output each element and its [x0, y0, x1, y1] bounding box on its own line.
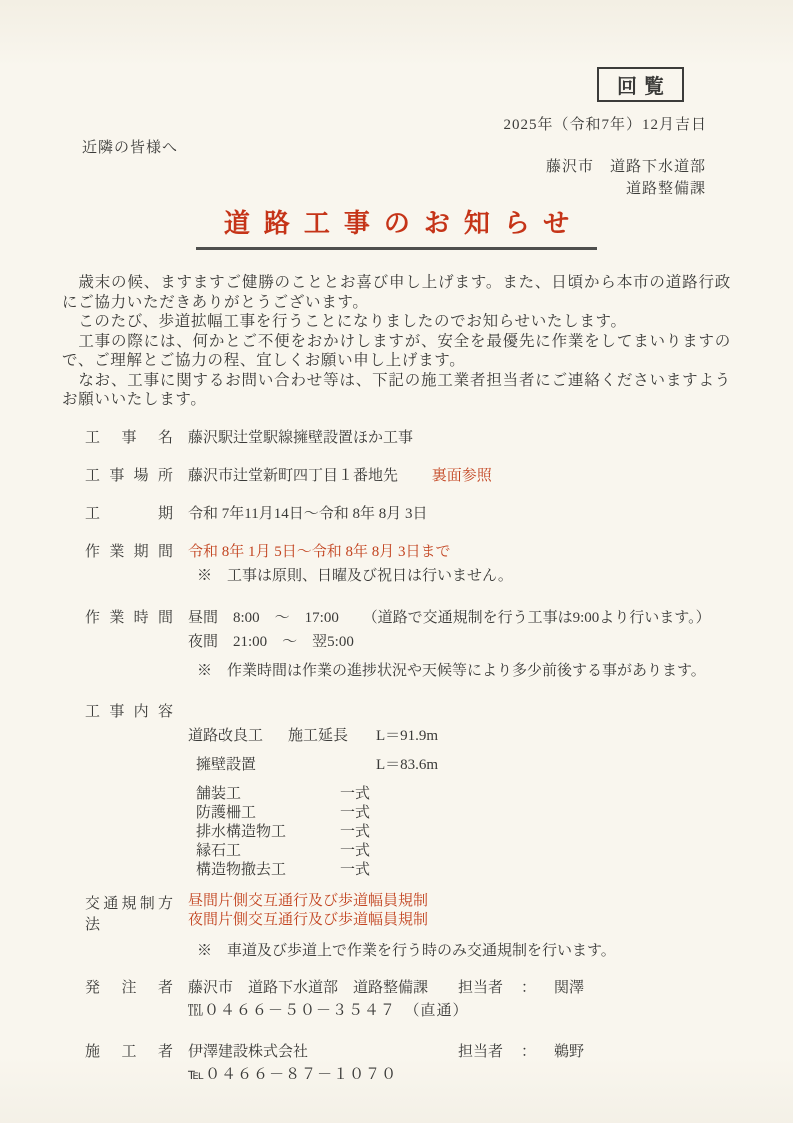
field-row-work-name [85, 426, 793, 447]
field-label-location: 工事場所 [85, 467, 173, 484]
contents-item-row [188, 823, 438, 842]
date-line: 2025年（令和7年）12月吉日 [503, 117, 707, 133]
field-row-contents [85, 700, 793, 880]
field-label-work-name: 工事名 [85, 429, 173, 446]
field-row-contract-period [85, 502, 793, 523]
greeting-paragraph-2: このたび、歩道拡幅工事を行うことになりましたのでお知らせいたします。 [62, 313, 627, 330]
field-value-contract-period: 令和 7年11月14日～令和 8年 8月 3日 [188, 505, 428, 522]
contents-item-value: 一式 [340, 842, 371, 859]
contents-item-value: 一式 [340, 785, 371, 802]
contents-main-sub: 施工延長 [288, 727, 349, 744]
contents-item-name: 舗装工 [196, 785, 242, 802]
location-address: 藤沢市辻堂新町四丁目１番地先 [188, 467, 399, 484]
contents-wall-name: 擁壁設置 [196, 756, 257, 773]
field-row-work-hours [85, 606, 793, 680]
work-hours-day-note: （道路で交通規制を行う工事は9:00より行います。） [362, 609, 711, 626]
contractor-contact-colon: ： [521, 1043, 537, 1060]
field-value-contents [188, 700, 438, 880]
traffic-control-day: 昼間片側交互通行及び歩道幅員規制 [188, 892, 429, 909]
contents-row-road-improvement [188, 724, 438, 745]
orderer-line [188, 976, 584, 997]
contents-item-row [188, 804, 438, 823]
greeting-paragraph-4: なお、工事に関するお問い合わせ等は、下記の施工業者担当者にご連絡くださいますようお願いいたします。 [62, 371, 731, 408]
field-value-work-name: 藤沢駅辻堂駅線擁壁設置ほか工事 [188, 429, 414, 446]
field-value-location [188, 464, 492, 485]
field-value-work-period [188, 540, 513, 585]
location-backside-ref: 裏面参照 [431, 467, 492, 484]
contents-item-value: 一式 [340, 861, 371, 878]
greeting-paragraph-3: 工事の際には、何かとご不便をおかけしますが、安全を最優先に作業をしてまいりますので、ご理解とご協力の程、宜しくお願い申し上げます。 [62, 332, 731, 369]
field-value-work-hours [188, 606, 711, 680]
contractor-contact-name: 鵜野 [554, 1043, 585, 1060]
contents-row-retaining-wall [188, 753, 438, 774]
work-hours-day-line [188, 606, 711, 627]
contents-item-value: 一式 [340, 804, 371, 821]
work-hours-day: 昼間 8:00 ～ 17:00 [188, 609, 339, 626]
main-content [0, 203, 793, 1101]
work-period-dates: 令和 8年 1月 5日～令和 8年 8月 3日まで [188, 543, 451, 560]
work-hours-night-line [188, 630, 711, 651]
contents-wall-value: L＝83.6m [376, 756, 439, 773]
greeting-paragraphs [62, 273, 731, 410]
field-label-contractor: 施工者 [85, 1043, 173, 1060]
contents-item-name: 構造物撤去工 [196, 861, 287, 878]
traffic-control-night: 夜間片側交互通行及び歩道幅員規制 [188, 911, 429, 928]
field-value-contractor [188, 1040, 584, 1084]
sender-department: 藤沢市 道路下水道部 [545, 159, 706, 175]
field-row-traffic-control [85, 892, 793, 960]
contents-main-value: L＝91.9m [376, 727, 439, 744]
field-rows [85, 426, 793, 1084]
contents-main-name: 道路改良工 [188, 727, 264, 744]
traffic-control-note: ※ 車道及び歩道上で作業を行う時のみ交通規制を行います。 [197, 942, 616, 959]
work-hours-note: ※ 作業時間は作業の進捗状況や天候等により多少前後する事があります。 [197, 662, 706, 679]
sender-section: 道路整備課 [625, 181, 706, 197]
sender-block [546, 156, 706, 200]
contents-item-row [188, 785, 438, 804]
field-value-orderer [188, 976, 584, 1020]
contractor-contact-label: 担当者 [458, 1043, 504, 1060]
contractor-line [188, 1040, 584, 1061]
field-label-contract-period: 工期 [85, 505, 173, 522]
orderer-contact-colon: ： [521, 979, 537, 996]
field-row-orderer [85, 976, 793, 1020]
contents-item-value: 一式 [340, 823, 371, 840]
field-value-traffic-control [188, 892, 616, 960]
field-label-work-hours: 作業時間 [85, 609, 173, 626]
field-label-orderer: 発注者 [85, 979, 173, 996]
field-label-work-period: 作業期間 [85, 543, 173, 560]
field-row-location [85, 464, 793, 485]
recipient-line: 近隣の皆様へ [82, 140, 179, 156]
contents-item-name: 防護柵工 [196, 804, 257, 821]
orderer-phone: ℡０４６６－５０－３５４７ （直通） [188, 1002, 469, 1019]
contents-item-name: 縁石工 [196, 842, 242, 859]
orderer-contact-label: 担当者 [458, 979, 504, 996]
circulation-stamp [597, 67, 684, 102]
greeting-paragraph-1: 歳末の候、ますますご健勝のこととお喜び申し上げます。また、日頃から本市の道路行政にご協力いただきありがとうございます。 [62, 274, 731, 311]
circulation-stamp-text: 回覧 [617, 76, 671, 98]
title-wrap [0, 203, 793, 250]
field-label-contents: 工事内容 [85, 703, 173, 720]
orderer-name: 藤沢市 道路下水道部 道路整備課 [188, 979, 429, 996]
field-label-traffic-control: 交通規制方法 [85, 895, 173, 933]
contractor-phone: ℡０４６６－８７－１０７０ [188, 1066, 398, 1083]
field-row-contractor [85, 1040, 793, 1084]
work-hours-night: 夜間 21:00 ～ 翌5:00 [188, 633, 354, 650]
contents-item-name: 排水構造物工 [196, 823, 287, 840]
orderer-contact-name: 関澤 [554, 979, 585, 996]
work-period-note: ※ 工事は原則、日曜及び祝日は行いません。 [197, 567, 513, 584]
field-row-work-period [85, 540, 793, 585]
page-title: 道路工事のお知らせ [196, 203, 597, 250]
contents-item-row [188, 861, 438, 880]
contents-item-row [188, 842, 438, 861]
contractor-name: 伊澤建設株式会社 [188, 1043, 309, 1060]
